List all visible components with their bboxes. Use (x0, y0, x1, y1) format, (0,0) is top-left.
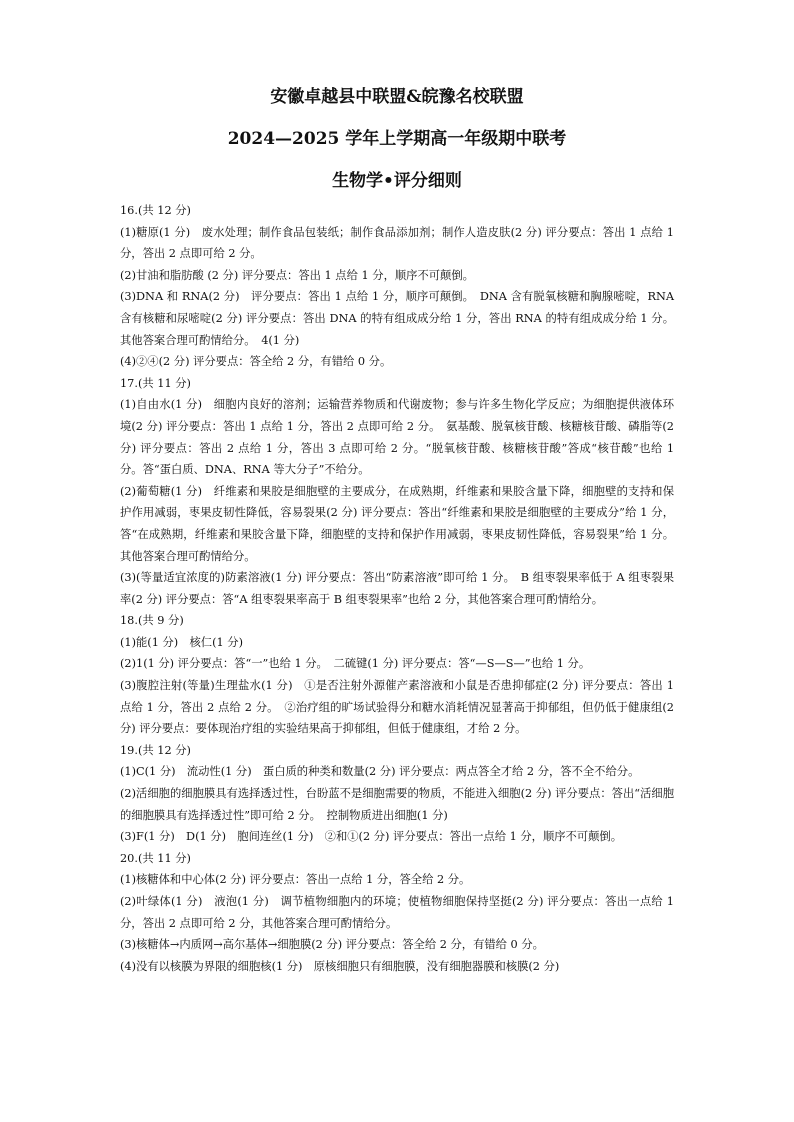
q17-part2: (2)葡萄糖(1 分) 纤维素和果胶是细胞壁的主要成分，在成熟期，纤维素和果胶含量下降，细胞壁的支持和保护作用减弱，枣果皮韧性降低，容易裂果(2 分) 评分要点：答出“纤维素和果胶是细胞壁的主要成分”给 1 分，答“在成熟期，纤维素和果胶含量下降，细胞壁的支持和保护作用减弱，枣果皮韧性降低，容易裂果”给 1 分。其他答案合理可酌情给分。 (120, 484, 674, 563)
q19-part3: (3)F(1 分) D(1 分) 胞间连丝(1 分) ②和①(2 分) 评分要点：答出一点给 1 分，顺序不可颠倒。 (120, 830, 623, 844)
scoring-content (120, 200, 674, 977)
title-exam: 2024—2025 学年上学期高一年级期中联考 (227, 129, 567, 149)
q19-part2: (2)活细胞的细胞膜具有选择透过性，台盼蓝不是细胞需要的物质，不能进入细胞(2 分) 评分要点：答出“活细胞的细胞膜具有选择透过性”即可给 2 分。 控制物质进出细胞(1 分) (120, 787, 674, 822)
q20-heading: 20.(共 11 分) (120, 851, 191, 865)
q18-heading: 18.(共 9 分) (120, 614, 184, 628)
q16-part2: (2)甘油和脂肪酸 (2 分) 评分要点：答出 1 点给 1 分，顺序不可颠倒。 (120, 268, 474, 282)
q18-part2: (2)1(1 分) 评分要点：答“一”也给 1 分。 二硫键(1 分) 评分要点：答“—S—S—”也给 1 分。 (120, 657, 591, 671)
q20-part1: (1)核糖体和中心体(2 分) 评分要点：答出一点给 1 分，答全给 2 分。 (120, 873, 471, 887)
q17-part1: (1)自由水(1 分) 细胞内良好的溶剂；运输营养物质和代谢废物；参与许多生物化学反应；为细胞提供液体环境(2 分) 评分要点：答出 1 点给 1 分，答出 2 点即可给 2 分。 氨基酸、脱氧核苷酸、核糖核苷酸、磷脂等(2 分) 评分要点：答出 2 点给 1 分，答出 3 点即可给 2 分。“脱氧核苷酸、核糖核苷酸”答成“核苷酸”也给 1 分。答“蛋白质、DNA、RNA 等大分子”不给分。 (120, 398, 674, 477)
q18-part1: (1)能(1 分) 核仁(1 分) (120, 635, 243, 649)
q20-part4: (4)没有以核膜为界限的细胞核(1 分) 原核细胞只有细胞膜，没有细胞器膜和核膜(2 分) (120, 959, 560, 973)
q20-part2: (2)叶绿体(1 分) 液泡(1 分) 调节植物细胞内的环境；使植物细胞保持坚挺(2 分) 评分要点：答出一点给 1 分，答出 2 点即可给 2 分，其他答案合理可酌情给分。 (120, 895, 674, 930)
q16-part4: (4)②④(2 分) 评分要点：答全给 2 分，有错给 0 分。 (120, 355, 392, 369)
q17-part3: (3)(等量适宜浓度的)防素溶液(1 分) 评分要点：答出“防素溶液”即可给 1 分。 B 组枣裂果率低于 A 组枣裂果率(2 分) 评分要点：答“A 组枣裂果率高于 B 组枣裂果率”也给 2 分，其他答案合理可酌情给分。 (120, 571, 674, 606)
q20-part3: (3)核糖体→内质网→高尔基体→细胞膜(2 分) 评分要点：答全给 2 分，有错给 0 分。 (120, 938, 544, 952)
title-subject: 生物学•评分细则 (332, 171, 462, 191)
q16-heading: 16.(共 12 分) (120, 204, 191, 217)
q16-part1: (1)糖原(1 分) 废水处理；制作食品包装纸；制作食品添加剂；制作人造皮肤(2 分) 评分要点：答出 1 点给 1 分，答出 2 点即可给 2 分。 (120, 225, 674, 261)
q19-part1: (1)C(1 分) 流动性(1 分) 蛋白质的种类和数量(2 分) 评分要点：两点答全才给 2 分，答不全不给分。 (120, 765, 640, 779)
q19-heading: 19.(共 12 分) (120, 743, 191, 757)
q16-part3: (3)DNA 和 RNA(2 分) 评分要点：答出 1 点给 1 分，顺序可颠倒。 DNA 含有脱氧核糖和胸腺嘧啶，RNA 含有核糖和尿嘧啶(2 分) 评分要点：答出 DNA 的特有组成成分给 1 分，答出 RNA 的特有组成成分给 1 分。其他答案合理可酌情给分。 4(1 分) (120, 290, 674, 347)
q17-heading: 17.(共 11 分) (120, 376, 191, 390)
q18-part3: (3)腹腔注射(等量)生理盐水(1 分) ①是否注射外源催产素溶液和小鼠是否患抑郁症(2 分) 评分要点：答出 1 点给 1 分，答出 2 点给 2 分。 ②治疗组的旷场试验得分和糖水消耗情况显著高于抑郁组，但仍低于健康组(2 分) 评分要点：要体现治疗组的实验结果高于抑郁组，但低于健康组，才给 2 分。 (120, 679, 674, 736)
title-alliance: 安徽卓越县中联盟&皖豫名校联盟 (270, 87, 524, 107)
